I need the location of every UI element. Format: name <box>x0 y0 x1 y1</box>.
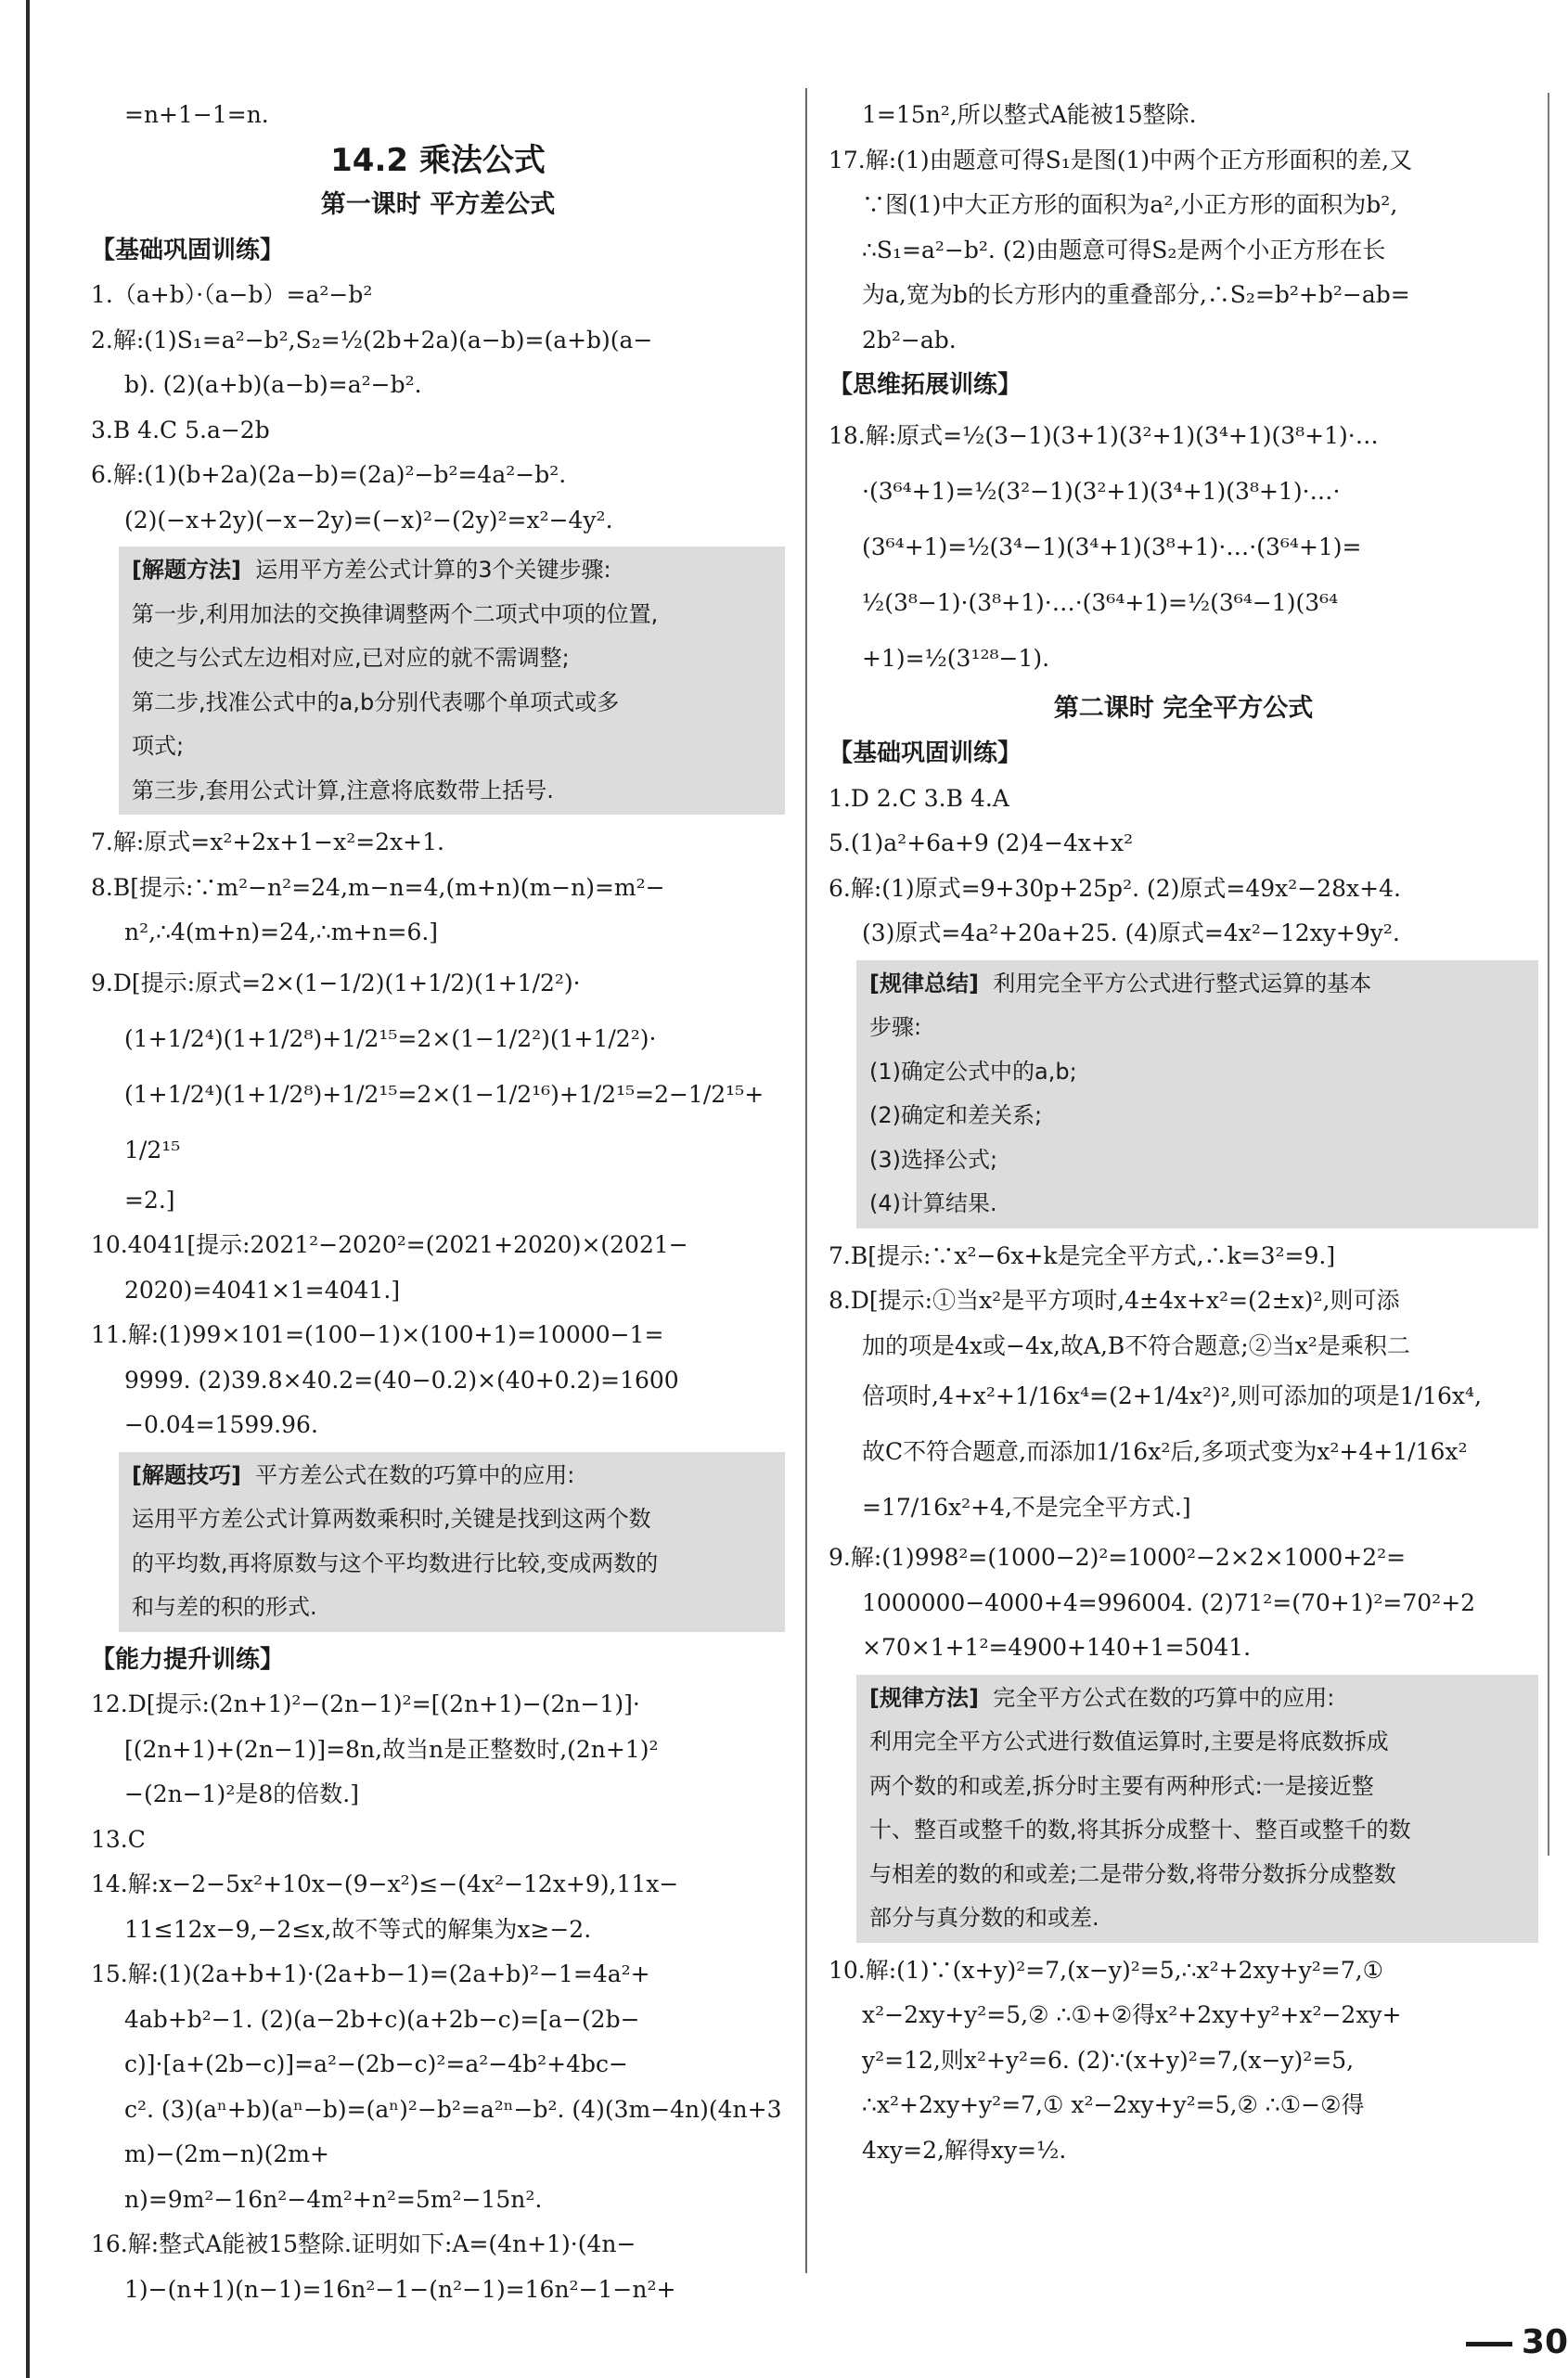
answer-line: 加的项是4x或−4x,故A,B不符合题意;②当x²是乘积二 <box>862 1331 1410 1359</box>
answer-line: +1)=½(3¹²⁸−1). <box>862 644 1050 672</box>
tip-box-text: (2)确定和差关系; <box>869 1102 1043 1128</box>
right-column <box>829 93 1538 2173</box>
answer-line: −(2n−1)²是8的倍数.] <box>124 1780 359 1807</box>
section-heading: 【基础巩固训练】 <box>91 236 285 264</box>
answer-line: n)=9m²−16n²−4m²+n²=5m²−15n². <box>124 2185 543 2213</box>
tip-box-title: [规律总结] <box>869 970 979 996</box>
answer-line: ∴x²+2xy+y²=7,① x²−2xy+y²=5,② ∴①−②得 <box>862 2091 1365 2118</box>
answer-line: 2.解:(1)S₁=a²−b²,S₂=½(2b+2a)(a−b)=(a+b)(a− <box>91 326 653 353</box>
answer-line: 1.D 2.C 3.B 4.A <box>829 784 1009 812</box>
answer-line: 故C不符合题意,而添加1/16x²后,多项式变为x²+4+1/16x² <box>862 1438 1468 1465</box>
tip-box-text: (3)选择公式; <box>869 1146 998 1173</box>
answer-line: ·(3⁶⁴+1)=½(3²−1)(3²+1)(3⁴+1)(3⁸+1)·…· <box>862 477 1341 505</box>
answer-line: 9999. (2)39.8×40.2=(40−0.2)×(40+0.2)=1600 <box>124 1366 679 1394</box>
answer-line: 8.D[提示:①当x²是平方项时,4±4x+x²=(2±x)²,则可添 <box>829 1287 1400 1314</box>
answer-line: 为a,宽为b的长方形内的重叠部分,∴S₂=b²+b²−ab= <box>862 281 1410 308</box>
answer-line: 1=15n²,所以整式A能被15整除. <box>862 101 1197 128</box>
answer-line: 9.D[提示:原式=2×(1−1/2)(1+1/2)(1+1/2²)· <box>91 969 581 996</box>
tip-box-text: 完全平方公式在数的巧算中的应用: <box>993 1684 1335 1711</box>
section-heading: 【基础巩固训练】 <box>829 739 1022 767</box>
answer-line: 10.解:(1)∵(x+y)²=7,(x−y)²=5,∴x²+2xy+y²=7,① <box>829 1956 1383 1984</box>
answer-line: 1.（a+b）·（a−b）=a²−b² <box>91 281 373 308</box>
answer-line: 11.解:(1)99×101=(100−1)×(100+1)=10000−1= <box>91 1321 664 1348</box>
answer-line: 1000000−4000+4=996004. (2)71²=(70+1)²=70²+2 <box>862 1588 1476 1616</box>
answer-line: 6.解:(1)原式=9+30p+25p². (2)原式=49x²−28x+4. <box>829 874 1401 902</box>
answer-line: ∵图(1)中大正方形的面积为a²,小正方形的面积为b², <box>862 191 1398 218</box>
tip-box-text: (1)确定公式中的a,b; <box>869 1058 1077 1085</box>
tip-box-text: 和与差的积的形式. <box>132 1594 317 1620</box>
answer-line: 9.解:(1)998²=(1000−2)²=1000²−2×2×1000+2²= <box>829 1544 1407 1571</box>
answer-line: 4xy=2,解得xy=½. <box>862 2136 1067 2164</box>
section-title: 14.2 乘法公式 <box>330 141 546 179</box>
answer-line: 6.解:(1)(b+2a)(2a−b)=(2a)²−b²=4a²−b². <box>91 461 567 488</box>
answer-line: ½(3⁸−1)·(3⁸+1)·…·(3⁶⁴+1)=½(3⁶⁴−1)(3⁶⁴ <box>862 588 1339 616</box>
answer-line: 13.C <box>91 1825 146 1853</box>
tip-box-text: (4)计算结果. <box>869 1190 997 1216</box>
tip-box-rule <box>856 1675 1538 1943</box>
tip-box-text: 两个数的和或差,拆分时主要有两种形式:一是接近整 <box>869 1772 1374 1799</box>
answer-line: =2.] <box>124 1186 175 1214</box>
answer-line: 17.解:(1)由题意可得S₁是图(1)中两个正方形面积的差,又 <box>829 146 1413 174</box>
text-line: =n+1−1=n. <box>124 101 269 128</box>
answer-line: 1)−(n+1)(n−1)=16n²−1−(n²−1)=16n²−1−n²+ <box>124 2275 676 2303</box>
answer-line: 12.D[提示:(2n+1)²−(2n−1)²=[(2n+1)−(2n−1)]· <box>91 1690 640 1717</box>
tip-box-text: 十、整百或整千的数,将其拆分成整十、整百或整千的数 <box>869 1817 1411 1843</box>
answer-line: c². (3)(aⁿ+b)(aⁿ−b)=(aⁿ)²−b²=a²ⁿ−b². (4)(3m−4n)(4n+3m)−(2m−n)(2m+ <box>124 2095 782 2167</box>
answer-line: (1+1/2⁴)(1+1/2⁸)+1/2¹⁵=2×(1−1/2²)(1+1/2²)· <box>124 1024 657 1052</box>
left-column <box>91 93 785 2312</box>
answer-line: 11≤12x−9,−2≤x,故不等式的解集为x≥−2. <box>124 1915 592 1943</box>
answer-line: 8.B[提示:∵m²−n²=24,m−n=4,(m+n)(m−n)=m²− <box>91 873 665 901</box>
tip-box-title: [解题方法] <box>132 557 241 583</box>
answer-line: 2b²−ab. <box>862 326 957 353</box>
tip-box-text: 步骤: <box>869 1014 922 1040</box>
answer-line: ×70×1+1²=4900+140+1=5041. <box>862 1634 1252 1661</box>
answer-line: =17/16x²+4,不是完全平方式.] <box>862 1494 1191 1521</box>
answer-line: (1+1/2⁴)(1+1/2⁸)+1/2¹⁵=2×(1−1/2¹⁶)+1/2¹⁵=2−1/2¹⁵+1/2¹⁵ <box>124 1080 765 1163</box>
answer-line: y²=12,则x²+y²=6. (2)∵(x+y)²=7,(x−y)²=5, <box>862 2046 1355 2074</box>
tip-box-text: 平方差公式在数的巧算中的应用: <box>255 1461 575 1488</box>
tip-box-method <box>119 546 785 815</box>
answer-line: (3)原式=4a²+20a+25. (4)原式=4x²−12xy+9y². <box>862 919 1400 946</box>
tip-box-text: 项式; <box>132 733 185 759</box>
tip-box-title: [解题技巧] <box>132 1461 241 1488</box>
tip-box-text: 利用完全平方公式进行整式运算的基本 <box>993 970 1372 996</box>
tip-box-summary <box>856 960 1538 1228</box>
tip-box-text: 第二步,找准公式中的a,b分别代表哪个单项式或多 <box>132 688 620 715</box>
page-number-dash <box>1466 2342 1512 2346</box>
answer-line: 15.解:(1)(2a+b+1)·(2a+b−1)=(2a+b)²−1=4a²+ <box>91 1960 650 1987</box>
answer-line: (2)(−x+2y)(−x−2y)=(−x)²−(2y)²=x²−4y². <box>124 506 613 533</box>
lesson-title: 第一课时 平方差公式 <box>320 190 556 219</box>
answer-line: [(2n+1)+(2n−1)]=8n,故当n是正整数时,(2n+1)² <box>124 1735 659 1763</box>
tip-box-text: 运用平方差公式计算的3个关键步骤: <box>255 557 611 583</box>
column-divider <box>805 88 807 2273</box>
tip-box-text: 运用平方差公式计算两数乘积时,关键是找到这两个数 <box>132 1506 651 1532</box>
answer-line: 16.解:整式A能被15整除.证明如下:A=(4n+1)·(4n− <box>91 2230 636 2257</box>
tip-box-text: 部分与真分数的和或差. <box>869 1905 1099 1931</box>
answer-line: 倍项时,4+x²+1/16x⁴=(2+1/4x²)²,则可添加的项是1/16x⁴, <box>862 1382 1482 1409</box>
tip-box-text: 的平均数,再将原数与这个平均数进行比较,变成两数的 <box>132 1549 659 1576</box>
tip-box-text: 利用完全平方公式进行数值运算时,主要是将底数拆成 <box>869 1729 1389 1755</box>
tip-box-text: 与相差的数的和或差;二是带分数,将带分数拆分成整数 <box>869 1860 1396 1887</box>
answer-line: b). (2)(a+b)(a−b)=a²−b². <box>124 371 422 398</box>
answer-line: (3⁶⁴+1)=½(3⁴−1)(3⁴+1)(3⁸+1)·…·(3⁶⁴+1)= <box>862 533 1362 560</box>
answer-line: x²−2xy+y²=5,② ∴①+②得x²+2xy+y²+x²−2xy+ <box>862 2001 1402 2028</box>
answer-line: 3.B 4.C 5.a−2b <box>91 416 270 443</box>
left-margin-rule <box>26 0 30 2378</box>
lesson-title: 第二课时 完全平方公式 <box>1053 693 1314 723</box>
answer-line: 2020)=4041×1=4041.] <box>124 1276 401 1304</box>
tip-box-title: [规律方法] <box>869 1684 979 1711</box>
page-number-text: 30 <box>1521 2323 1568 2361</box>
answer-line: 7.B[提示:∵x²−6x+k是完全平方式,∴k=3²=9.] <box>829 1241 1336 1269</box>
section-heading: 【能力提升训练】 <box>91 1645 285 1674</box>
page-number <box>1466 2323 1568 2361</box>
tip-box-text: 第三步,套用公式计算,注意将底数带上括号. <box>132 777 554 803</box>
answer-line: n²,∴4(m+n)=24,∴m+n=6.] <box>124 919 439 945</box>
tip-box-text: 使之与公式左边相对应,已对应的就不需调整; <box>132 645 570 671</box>
answer-line: 7.解:原式=x²+2x+1−x²=2x+1. <box>91 829 444 855</box>
answer-line: 5.(1)a²+6a+9 (2)4−4x+x² <box>829 829 1134 856</box>
answer-line: 4ab+b²−1. (2)(a−2b+c)(a+2b−c)=[a−(2b− <box>124 2005 640 2033</box>
right-margin-rule <box>1548 93 1549 1856</box>
answer-line: 18.解:原式=½(3−1)(3+1)(3²+1)(3⁴+1)(3⁸+1)·… <box>829 421 1379 449</box>
answer-line: c)]·[a+(2b−c)]=a²−(2b−c)²=a²−4b²+4bc− <box>124 2050 628 2077</box>
section-heading: 【思维拓展训练】 <box>829 371 1022 399</box>
tip-box-technique <box>119 1452 785 1632</box>
answer-line: ∴S₁=a²−b². (2)由题意可得S₂是两个小正方形在长 <box>862 236 1386 264</box>
tip-box-text: 第一步,利用加法的交换律调整两个二项式中项的位置, <box>132 600 659 627</box>
answer-line: 10.4041[提示:2021²−2020²=(2021+2020)×(2021− <box>91 1231 688 1258</box>
answer-line: −0.04=1599.96. <box>124 1411 318 1438</box>
answer-line: 14.解:x−2−5x²+10x−(9−x²)≤−(4x²−12x+9),11x− <box>91 1870 679 1897</box>
